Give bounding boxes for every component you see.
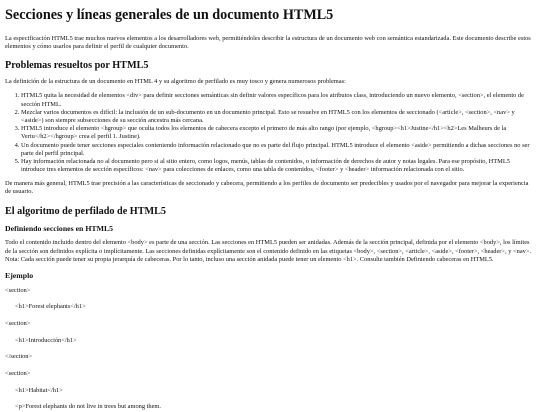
- code-line: <h1>Habitat</h1>: [15, 386, 63, 394]
- problems-heading: Problemas resueltos por HTML5: [5, 59, 149, 71]
- problems-intro: La definición de la estructura de un documento en HTML 4 y su algoritmo de perfilado es muy tosco y genera numerosos problemas:: [5, 78, 346, 86]
- list-item: 3. HTML5 introduce el elemento <hgroup> que oculta todos los elementos de cabecera excepto el primero de más alto rango (por ejemplo, <hgroup><h1>Justine</h1><h2>Les Malheurs de la Vertu</h2></hgroup> crea el perfil 1. Justine).: [21, 125, 535, 141]
- list-item: 1. HTML5 quita la necesidad de elementos <div> para definir secciones semánticas sin definir valores específicos para los atributos class, introduciendo un nuevo elemento, <section>, el elemento de sección HTML.: [21, 92, 535, 108]
- code-example: [5, 287, 535, 412]
- intro-paragraph: La especificación HTML5 trae muchos nuevos elementos a los desarrolladores web, permitiéndoles describir la estructura de un documento web con semántica estandarizada. Este documento describe estos elementos y cómo usarlos para definir el perfil de cualquier documento.: [5, 34, 531, 50]
- page-title: Secciones y líneas generales de un documento HTML5: [5, 7, 334, 23]
- code-line: <section>: [5, 369, 31, 377]
- code-line: <section>: [5, 286, 31, 294]
- defining-sections-paragraph: Todo el contenido incluido dentro del elemento <body> es parte de una sección. Las secciones en HTML5 pueden ser anidadas. Además de la sección principal, definida por el elemento <body>, los límites de la sección son definidos explícita o implícitamente. Las secciones definidas explícitamente son el contenido definido en las etiquetas <body>, <section>, <article>, <aside>, <footer>, <header>, y <nav>. Nota: Cada sección puede tener su propia jerarquía de cabeceras. Por lo tanto, incluso una sección anidada puede tener un elemento <h1>. Consulte también Definiendo cabeceras en HTML5.: [5, 239, 532, 263]
- list-item: 2. Mezclar varios documentos es difícil: la inclusión de un sub-documento en un documento principal. Esto se resuelve en HTML5 con los elementos de seccionado (<article>, <section>, <nav> y <aside>) son siempre subsecciones de su sección ancestra más cercana.: [21, 109, 535, 125]
- problems-list: [5, 92, 535, 174]
- code-line: <section>: [5, 319, 31, 327]
- code-line: <h1>Forest elephants</h1>: [15, 303, 86, 311]
- code-line: <h1>Introducción</h1>: [15, 336, 77, 344]
- algorithm-heading: El algoritmo de perfilado de HTML5: [5, 205, 167, 217]
- list-item: 5. Hay información relacionada no al documento pero si al sitio entero, como logos, menús, tablas de contenidos, o información de derechos de autor y notas legales. Para ese propósito, HTML5 introduce tres elementos de sección específicos: <nav> para colecciones de enlaces, como una tabla de contenidos, <footer> y <header> información relacionada con el sitio.: [21, 158, 535, 174]
- problems-closing: De manera más general, HTML5 trae precisión a las características de seccionado y cabecera, permitiendo a los perfiles de documento ser predecibles y usados por el navegador para mejorar la experiencia de usuario.: [5, 180, 529, 196]
- code-line: </section>: [5, 353, 33, 361]
- list-item: 4. Un documento puede tener secciones especiales conteniendo información relacionado que no es parte del flujo principal. HTML5 introduce el elemento <aside> permitiendo a dichas secciones no ser parte del perfil principal.: [21, 142, 535, 158]
- code-line: <p>Forest elephants do not live in trees but among them.: [15, 403, 162, 411]
- defining-sections-heading: Definiendo secciones en HTML5: [5, 223, 114, 233]
- example-heading: Ejemplo: [5, 270, 34, 280]
